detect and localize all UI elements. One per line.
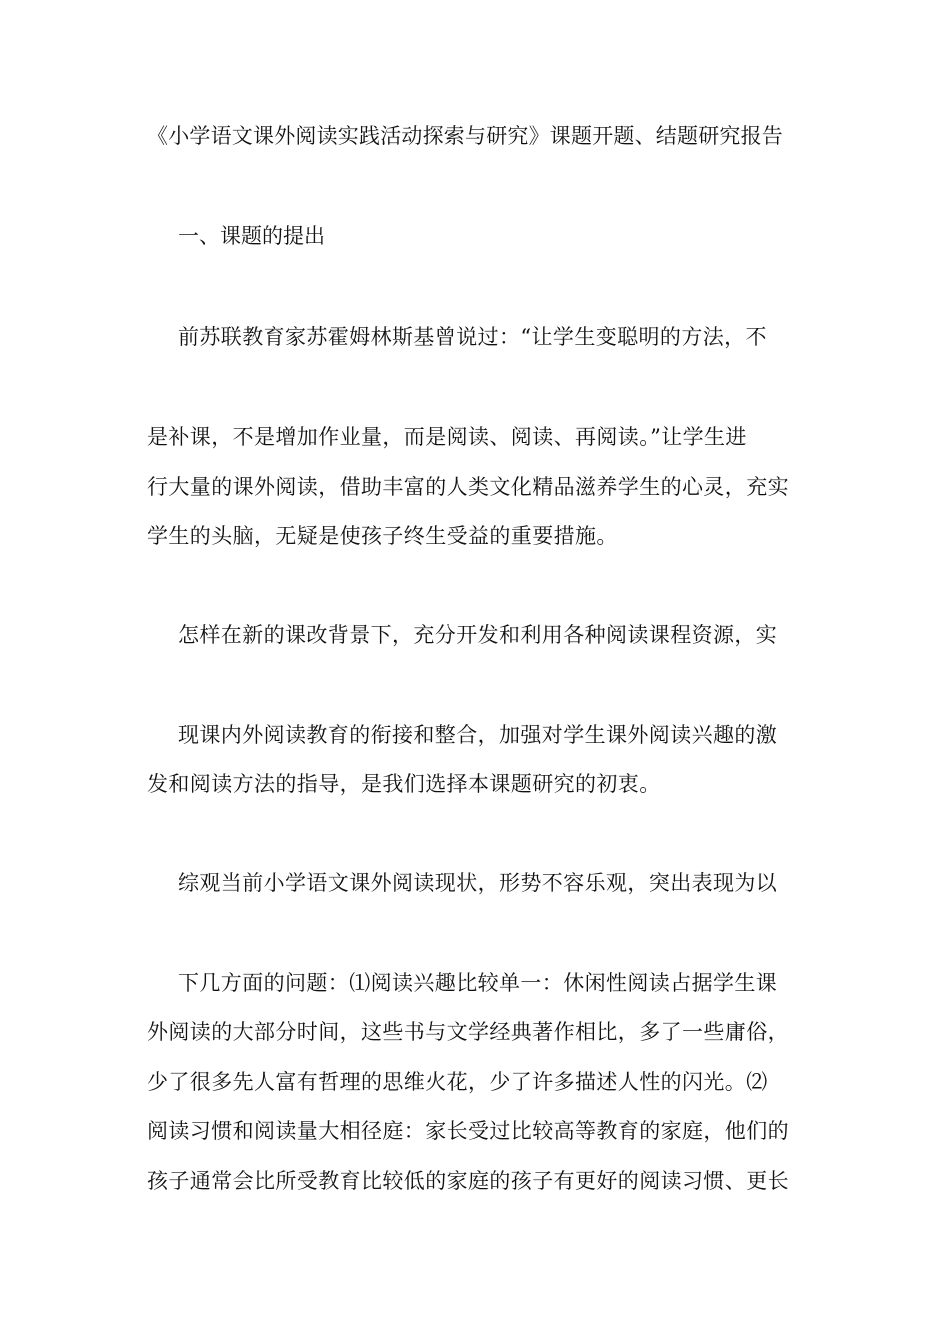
- report-title: 《小学语文课外阅读实践活动探索与研究》课题开题、结题研究报告: [147, 124, 783, 148]
- section-heading: 一、课题的提出: [178, 224, 325, 248]
- paragraph-line: 怎样在新的课改背景下，充分开发和利用各种阅读课程资源，实: [178, 623, 778, 647]
- paragraph-line: 行大量的课外阅读，借助丰富的人类文化精品滋养学生的心灵，充实: [147, 475, 789, 499]
- paragraph-line: 现课内外阅读教育的衔接和整合，加强对学生课外阅读兴趣的激: [178, 723, 778, 747]
- paragraph-line: 下几方面的问题：⑴阅读兴趣比较单一：休闲性阅读占据学生课: [178, 971, 778, 995]
- paragraph-line: 阅读习惯和阅读量大相径庭：家长受过比较高等教育的家庭，他们的: [147, 1119, 789, 1143]
- paragraph-line: 少了很多先人富有哲理的思维火花，少了许多描述人性的闪光。⑵: [147, 1070, 768, 1094]
- paragraph-line: 是补课，不是增加作业量，而是阅读、阅读、再阅读。”让学生进: [147, 425, 747, 449]
- paragraph-line: 综观当前小学语文课外阅读现状，形势不容乐观，突出表现为以: [178, 871, 778, 895]
- paragraph-line: 前苏联教育家苏霍姆林斯基曾说过：“让学生变聪明的方法，不: [178, 325, 767, 349]
- paragraph-line: 学生的头脑，无疑是使孩子终生受益的重要措施。: [147, 524, 618, 548]
- paragraph-line: 外阅读的大部分时间，这些书与文学经典著作相比，多了一些庸俗，: [147, 1020, 789, 1044]
- paragraph-line: 孩子通常会比所受教育比较低的家庭的孩子有更好的阅读习惯、更长: [147, 1169, 789, 1193]
- paragraph-line: 发和阅读方法的指导，是我们选择本课题研究的初衷。: [147, 772, 661, 796]
